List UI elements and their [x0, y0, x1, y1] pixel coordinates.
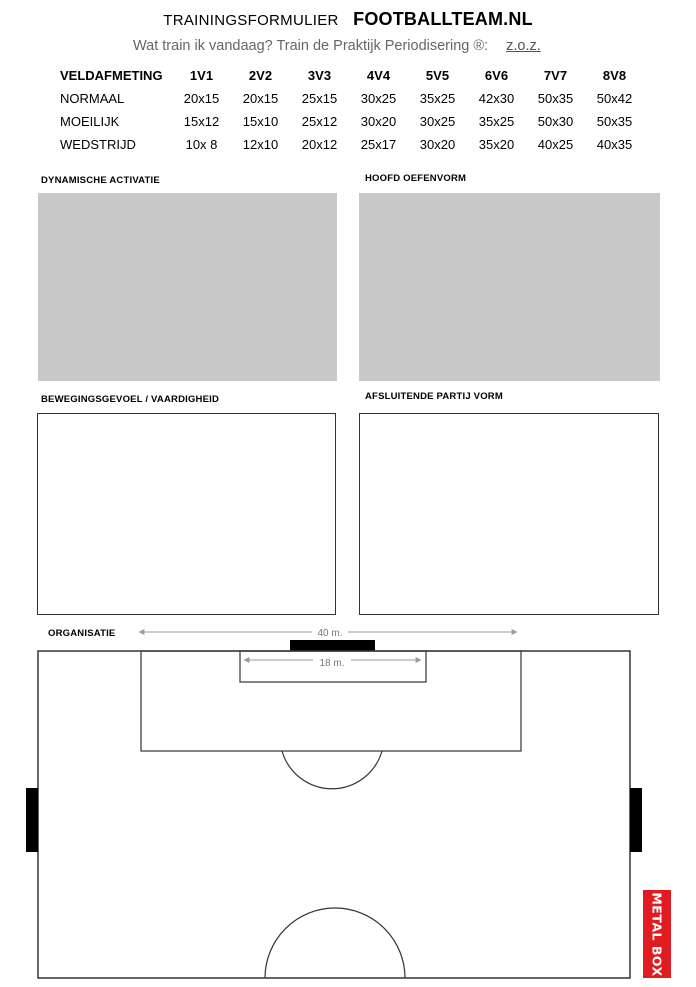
- column-header: 1V1: [189, 68, 214, 83]
- table-cell: 42x30: [478, 91, 515, 106]
- final-game-label: AFSLUITENDE PARTIJ VORM: [365, 391, 503, 402]
- column-header: 3V3: [307, 68, 332, 83]
- top-goal: [290, 640, 375, 651]
- organisation-label: ORGANISATIE: [48, 628, 116, 639]
- table-cell: 30x25: [360, 91, 397, 106]
- table-row: [52, 87, 644, 110]
- column-header: 7V7: [543, 68, 568, 83]
- brand-name: FOOTBALLTEAM.NL: [353, 9, 533, 29]
- metal-box-logo-text: METAL BOX: [649, 891, 665, 977]
- table-cell: 10x 8: [185, 137, 218, 152]
- column-header: 4V4: [366, 68, 391, 83]
- column-header: 8V8: [602, 68, 627, 83]
- dynamic-activation-drawing-area[interactable]: [38, 193, 337, 381]
- table-cell: 40x35: [596, 137, 633, 152]
- table-cell: 20x15: [242, 91, 279, 106]
- subtitle: Wat train ik vandaag? Train de Praktijk Periodisering: [133, 38, 470, 54]
- left-side-goal: [26, 788, 38, 852]
- table-cell: 15x10: [242, 114, 279, 129]
- row-label: WEDSTRIJD: [60, 137, 136, 152]
- table-cell: 25x17: [360, 137, 397, 152]
- movement-skill-drawing-area[interactable]: [37, 413, 336, 615]
- row-label: MOEILIJK: [60, 114, 120, 129]
- table-cell: 40x25: [537, 137, 574, 152]
- table-cell: 50x42: [596, 91, 633, 106]
- table-row: [52, 110, 644, 133]
- table-header-row: [52, 64, 644, 87]
- table-row: [52, 133, 644, 156]
- form-title: TRAININGSFORMULIER: [163, 12, 339, 29]
- subtitle-row: [133, 38, 541, 54]
- table-cell: 20x15: [183, 91, 220, 106]
- table-cell: 15x12: [183, 114, 220, 129]
- table-cell: 50x35: [596, 114, 633, 129]
- metal-box-logo: [643, 890, 671, 978]
- column-header: VELDAFMETING: [60, 68, 163, 83]
- column-header: 6V6: [484, 68, 509, 83]
- movement-skill-label: BEWEGINGSGEVOEL / VAARDIGHEID: [41, 394, 220, 405]
- column-header: 2V2: [248, 68, 273, 83]
- table-cell: 30x20: [419, 137, 456, 152]
- table-cell: 20x12: [301, 137, 338, 152]
- right-side-goal: [630, 788, 642, 852]
- table-cell: 25x12: [301, 114, 338, 129]
- center-circle: [265, 908, 405, 978]
- overleaf-link[interactable]: z.o.z.: [506, 38, 541, 54]
- registered-mark: ®:: [473, 38, 489, 54]
- main-exercise-label: HOOFD OEFENVORM: [365, 173, 467, 184]
- table-cell: 35x20: [478, 137, 515, 152]
- main-exercise-drawing-area[interactable]: [359, 193, 660, 381]
- field-dimensions-table: [52, 64, 644, 156]
- table-cell: 12x10: [242, 137, 279, 152]
- pitch-boundary: [38, 651, 630, 978]
- final-game-drawing-area[interactable]: [359, 413, 659, 615]
- table-cell: 25x15: [301, 91, 338, 106]
- goal-area-label: 18 m.: [319, 658, 345, 669]
- table-cell: 30x25: [419, 114, 456, 129]
- table-cell: 30x20: [360, 114, 397, 129]
- column-header: 5V5: [425, 68, 450, 83]
- row-label: NORMAAL: [60, 91, 125, 106]
- table-cell: 50x35: [537, 91, 574, 106]
- table-cell: 35x25: [419, 91, 456, 106]
- dynamic-activation-label: DYNAMISCHE ACTIVATIE: [41, 175, 160, 186]
- width-label: 40 m.: [317, 628, 343, 639]
- football-field-diagram[interactable]: [0, 620, 696, 987]
- table-cell: 35x25: [478, 114, 515, 129]
- penalty-arc: [282, 751, 382, 789]
- form-header: [0, 9, 696, 30]
- table-cell: 50x30: [537, 114, 574, 129]
